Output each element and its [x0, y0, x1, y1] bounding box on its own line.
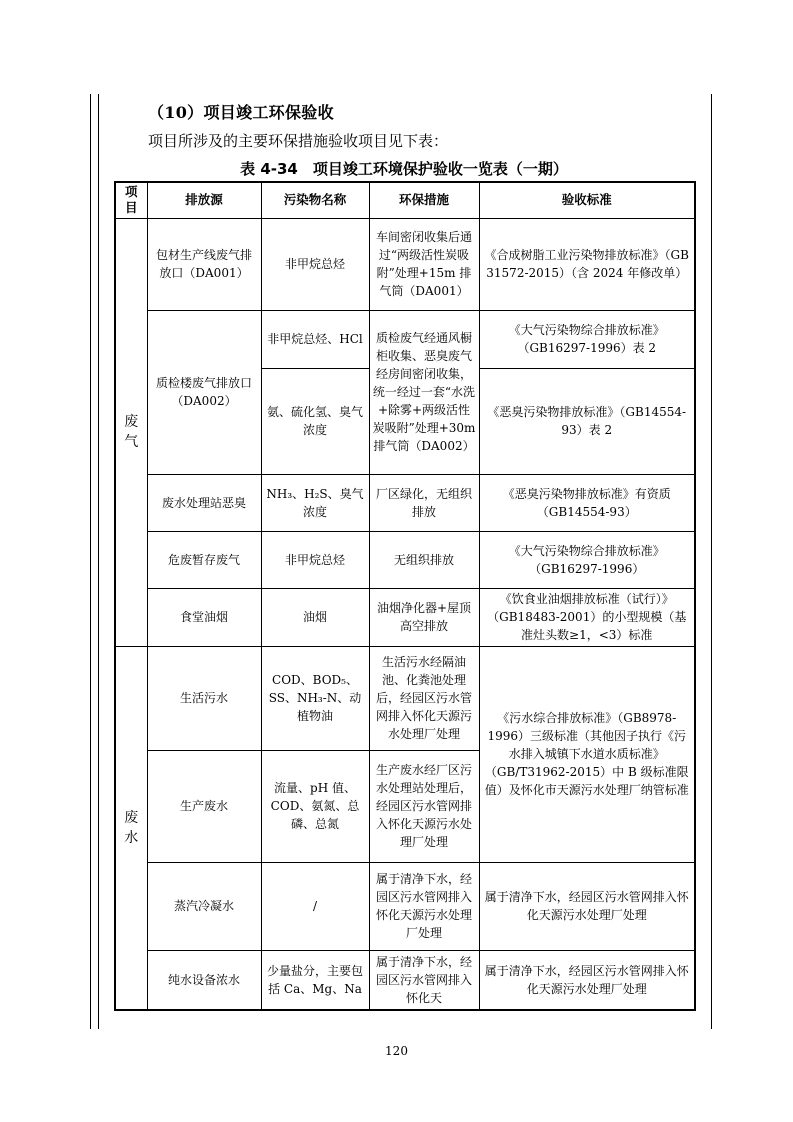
page-number: 120	[385, 1044, 408, 1058]
acceptance-table	[114, 181, 696, 1011]
pollutant-cell: 非甲烷总烃、HCl	[261, 310, 369, 368]
pollutant-cell: 氨、硫化氢、臭气浓度	[261, 368, 369, 474]
standard-cell: 《大气污染物综合排放标准》（GB16297-1996）表 2	[479, 310, 695, 368]
source-cell: 纯水设备浓水	[147, 950, 261, 1010]
header-standard: 验收标准	[479, 182, 695, 218]
standard-cell: 属于清净下水，经园区污水管网排入怀化天源污水处理厂处理	[479, 950, 695, 1010]
section-heading: （10）项目竣工环保验收	[148, 103, 334, 122]
category-water: 废水	[115, 646, 147, 1010]
measure-cell: 质检废气经通风橱柜收集、恶臭废气经房间密闭收集，统一经过一套“水洗+除雾+两级活性炭吸附”处理+30m 排气筒（DA002）	[369, 310, 479, 474]
source-cell: 生活污水	[147, 646, 261, 750]
source-cell: 食堂油烟	[147, 588, 261, 646]
measure-cell: 属于清净下水，经园区污水管网排入怀化天源污水处理厂处理	[369, 862, 479, 950]
measure-cell: 油烟净化器+屋顶高空排放	[369, 588, 479, 646]
standard-cell: 《饮食业油烟排放标准（试行）》（GB18483-2001）的小型规模（基准灶头数≥1，<3）标准	[479, 588, 695, 646]
pollutant-cell: 非甲烷总烃	[261, 531, 369, 588]
measure-cell: 生活污水经隔油池、化粪池处理后，经园区污水管网排入怀化天源污水处理厂处理	[369, 646, 479, 750]
standard-cell: 《恶臭污染物排放标准》有资质（GB14554-93）	[479, 474, 695, 531]
measure-cell: 属于清净下水，经园区污水管网排入怀化天	[369, 950, 479, 1010]
header-row	[115, 182, 695, 218]
source-cell: 废水处理站恶臭	[147, 474, 261, 531]
measure-cell: 生产废水经厂区污水处理站处理后，经园区污水管网排入怀化天源污水处理厂处理	[369, 750, 479, 862]
pollutant-cell: 流量、pH 值、COD、氨氮、总磷、总氮	[261, 750, 369, 862]
measure-cell: 无组织排放	[369, 531, 479, 588]
pollutant-cell: 非甲烷总烃	[261, 218, 369, 310]
header-source: 排放源	[147, 182, 261, 218]
standard-cell: 《合成树脂工业污染物排放标准》（GB 31572-2015）（含 2024 年修改单）	[479, 218, 695, 310]
standard-cell: 属于清净下水，经园区污水管网排入怀化天源污水处理厂处理	[479, 862, 695, 950]
header-category: 项目	[115, 182, 147, 218]
measure-cell: 厂区绿化，无组织排放	[369, 474, 479, 531]
table-row	[115, 646, 695, 750]
table-row	[115, 531, 695, 588]
source-cell: 危废暂存废气	[147, 531, 261, 588]
source-cell: 质检楼废气排放口（DA002）	[147, 310, 261, 474]
table-caption: 表 4-34 项目竣工环境保护验收一览表（一期）	[240, 160, 568, 178]
table-row	[115, 862, 695, 950]
standard-cell: 《恶臭污染物排放标准》（GB14554-93）表 2	[479, 368, 695, 474]
pollutant-cell: /	[261, 862, 369, 950]
source-cell: 生产废水	[147, 750, 261, 862]
measure-cell: 车间密闭收集后通过“两级活性炭吸附”处理+15m 排气筒（DA001）	[369, 218, 479, 310]
header-measure: 环保措施	[369, 182, 479, 218]
pollutant-cell: 油烟	[261, 588, 369, 646]
table-row	[115, 218, 695, 310]
table-row	[115, 310, 695, 368]
pollutant-cell: 少量盐分，主要包括 Ca、Mg、Na	[261, 950, 369, 1010]
table-row	[115, 950, 695, 1010]
source-cell: 包材生产线废气排放口（DA001）	[147, 218, 261, 310]
table-row	[115, 588, 695, 646]
pollutant-cell: NH₃、H₂S、臭气浓度	[261, 474, 369, 531]
standard-cell: 《污水综合排放标准》（GB8978-1996）三级标准（其他因子执行《污水排入城镇下水道水质标准》（GB/T31962-2015）中 B 级标准限值）及怀化市天源污水处理厂纳管标准	[479, 646, 695, 862]
intro-text: 项目所涉及的主要环保措施验收项目见下表：	[148, 132, 449, 150]
margin-rule	[98, 94, 99, 1029]
standard-cell: 《大气污染物综合排放标准》（GB16297-1996）	[479, 531, 695, 588]
table-row	[115, 474, 695, 531]
category-gas: 废气	[115, 218, 147, 646]
source-cell: 蒸汽冷凝水	[147, 862, 261, 950]
pollutant-cell: COD、BOD₅、SS、NH₃-N、动植物油	[261, 646, 369, 750]
header-pollutant: 污染物名称	[261, 182, 369, 218]
